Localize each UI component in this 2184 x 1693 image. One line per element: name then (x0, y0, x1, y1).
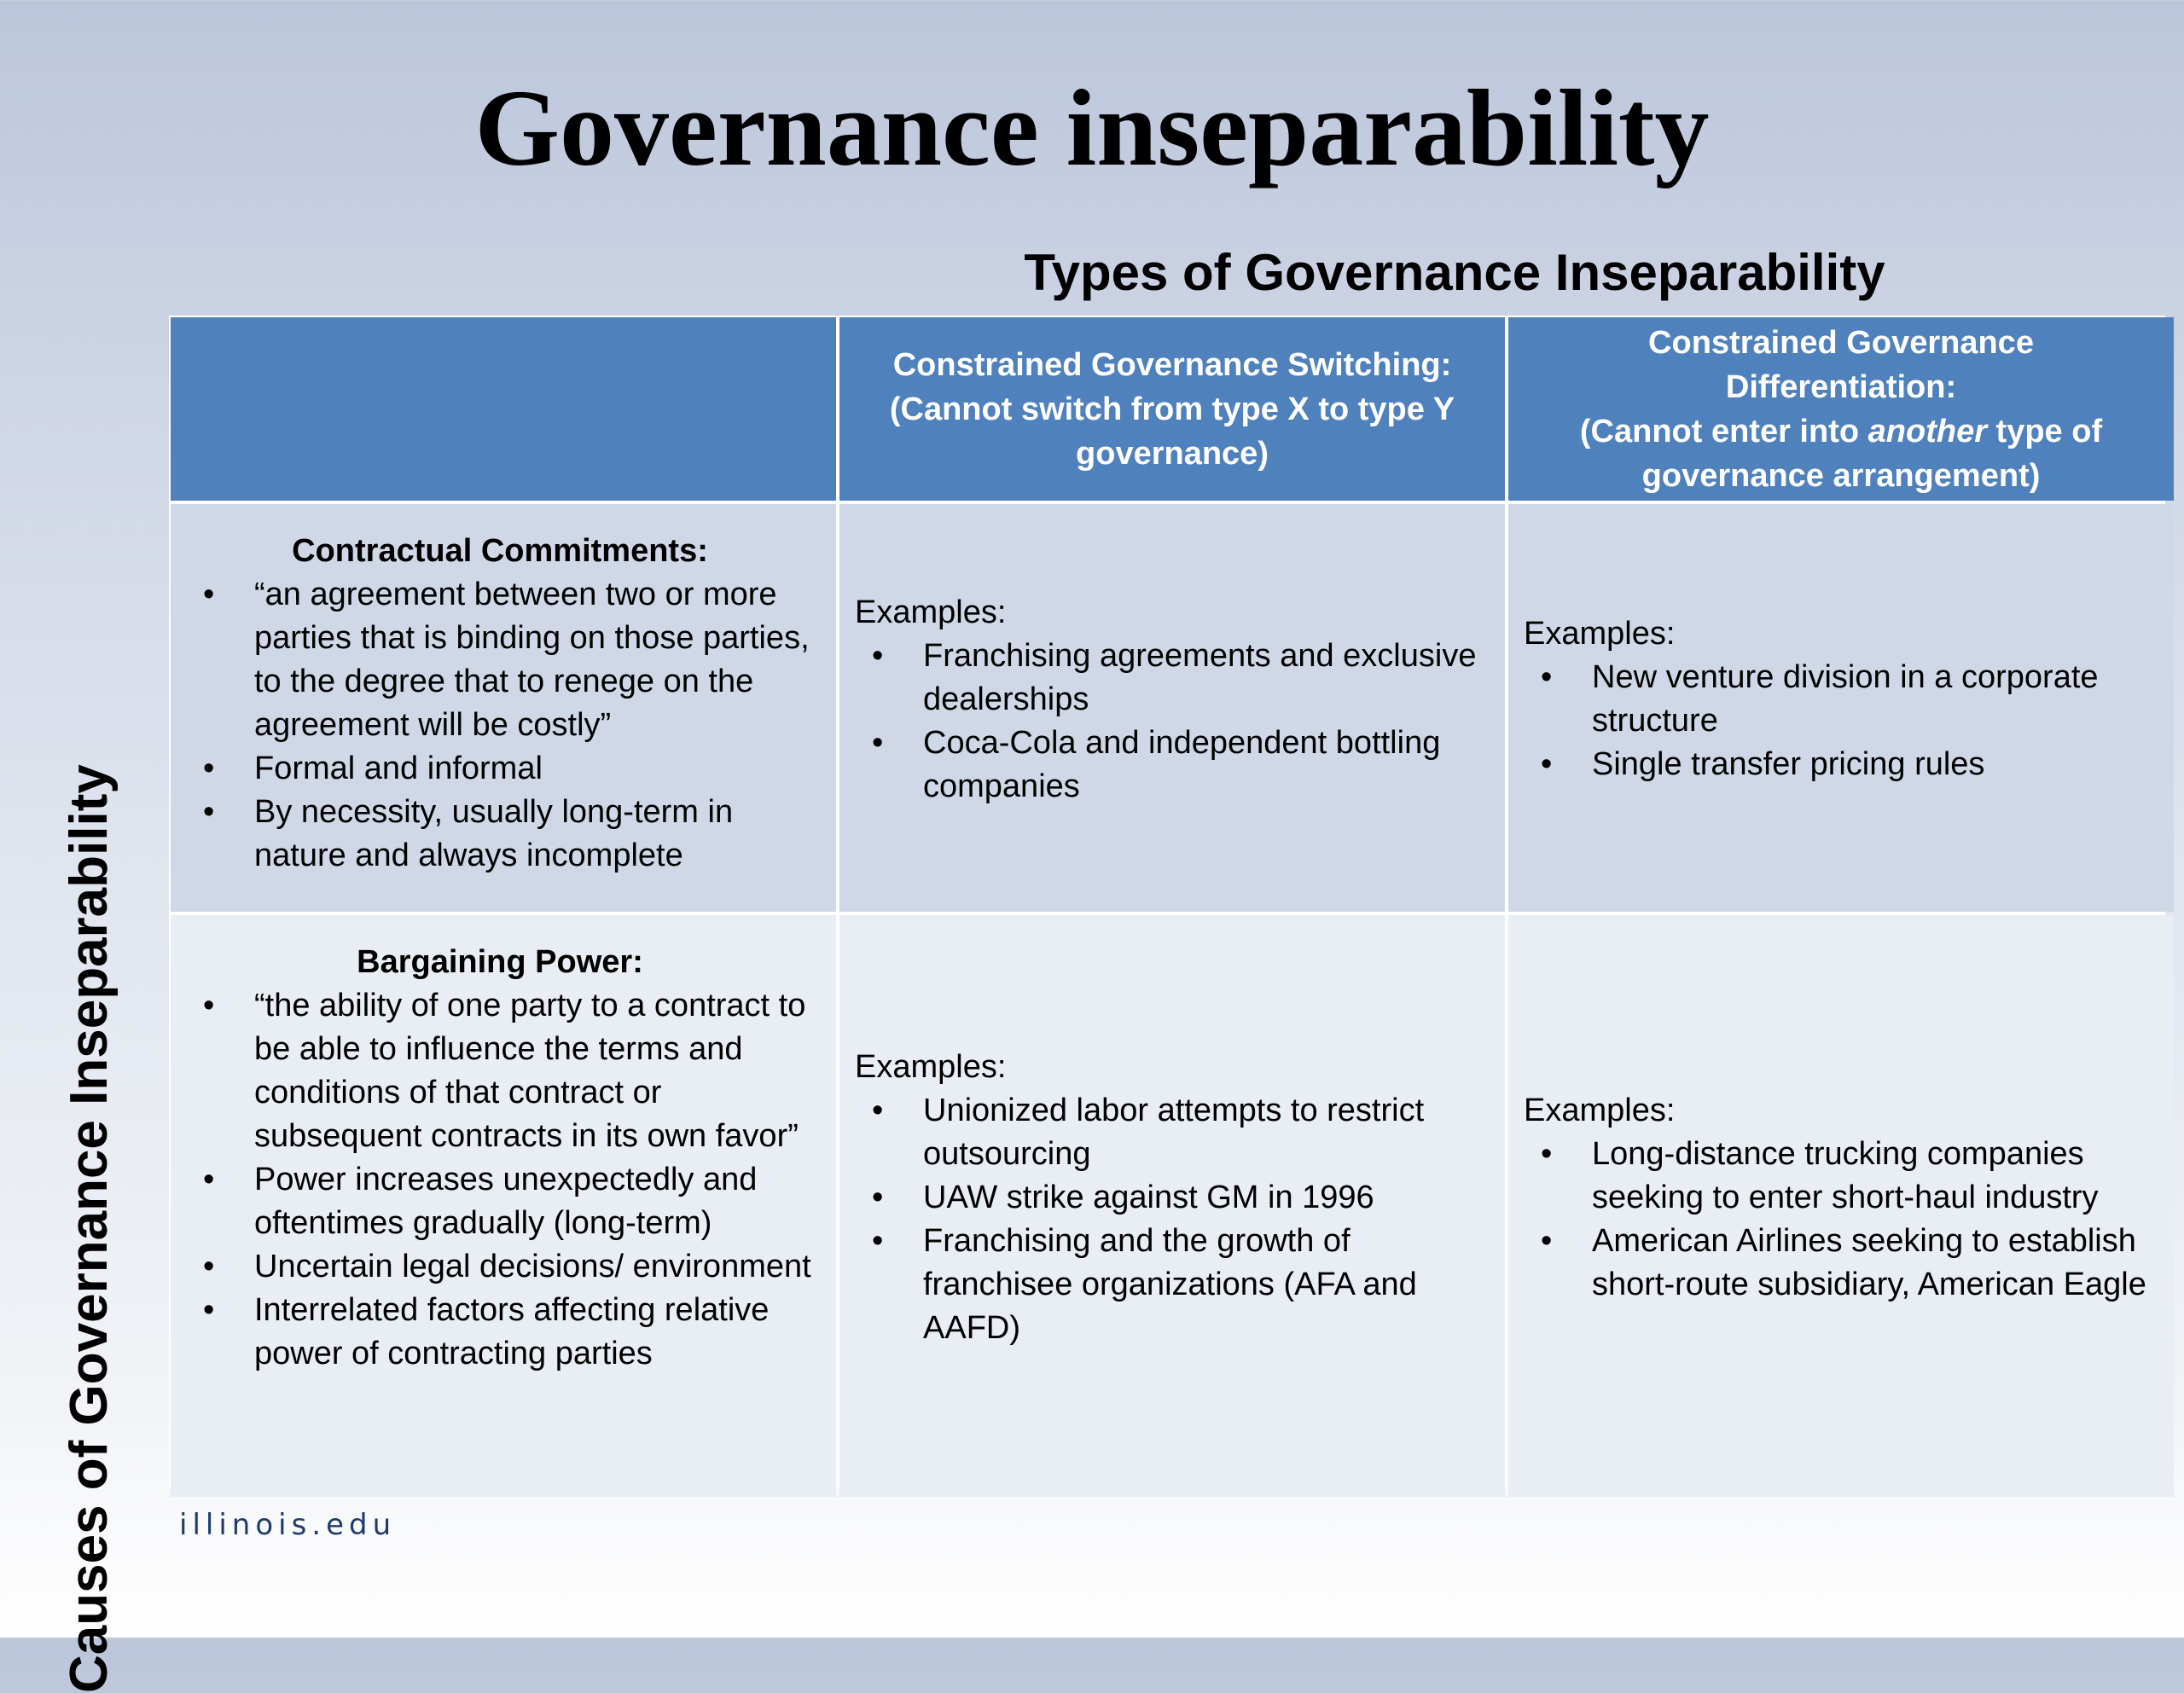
examples-list (855, 635, 1488, 809)
example-item: • UAW strike against GM in 1996 (855, 1176, 1488, 1220)
table-title: Types of Governance Inseparability (1024, 244, 1885, 301)
header-differentiation-line2-emphasis: another (1867, 413, 1987, 449)
cause-cell-bargaining (171, 915, 836, 1497)
examples-list (1524, 1133, 2157, 1307)
examples-cell-bargaining-differentiation (1508, 915, 2174, 1497)
cause-bullet: • “an agreement between two or more parties that is binding on those parties, to the degree that to renege on the agreement will be costly” (186, 573, 814, 747)
header-differentiation-line1: Constrained Governance Differentiation: (1648, 324, 2034, 405)
example-item: • Long-distance trucking companies seeking to enter short-haul industry (1524, 1133, 2157, 1220)
header-differentiation-line2-pre: (Cannot enter into (1579, 413, 1868, 449)
example-item: • Single transfer pricing rules (1524, 743, 2157, 786)
side-axis-label: Causes of Governance Inseparability (60, 764, 119, 1693)
cause-bullet-list (186, 984, 814, 1376)
examples-label: Examples: (855, 594, 1007, 630)
cause-heading: Contractual Commitments: (292, 533, 708, 569)
header-differentiation-line2-post: type of governance arrangement) (1641, 413, 2103, 494)
examples-cell-bargaining-switching (839, 915, 1505, 1497)
cause-bullet: • Formal and informal (186, 747, 814, 791)
inseparability-table (169, 316, 2165, 1488)
slide-title: Governance inseparability (474, 67, 1710, 188)
example-item: • Coca-Cola and independent bottling companies (855, 722, 1488, 809)
examples-list (855, 1089, 1488, 1350)
example-item: • Franchising and the growth of franchisee organizations (AFA and AAFD) (855, 1220, 1488, 1350)
header-switching-line2: (Cannot switch from type X to type Y governance) (889, 391, 1455, 472)
cause-bullet: • “the ability of one party to a contract to be able to influence the terms and conditions of that contract or subsequent contracts in its own favor” (186, 984, 814, 1158)
examples-cell-contractual-differentiation (1508, 504, 2174, 912)
example-item: • Unionized labor attempts to restrict outsourcing (855, 1089, 1488, 1176)
example-item: • New venture division in a corporate structure (1524, 656, 2157, 743)
header-differentiation-cell (1508, 317, 2174, 501)
example-item: • Franchising agreements and exclusive dealerships (855, 635, 1488, 722)
examples-cell-contractual-switching (839, 504, 1505, 912)
cause-bullet: • Power increases unexpectedly and oftentimes gradually (long-term) (186, 1158, 814, 1245)
cause-heading: Bargaining Power: (357, 944, 643, 980)
examples-label: Examples: (1524, 616, 1676, 652)
example-item: • American Airlines seeking to establish short-route subsidiary, American Eagle (1524, 1220, 2157, 1307)
illinois-logo-text: illinois.edu (179, 1508, 397, 1542)
cause-bullet: • Interrelated factors affecting relative power of contracting parties (186, 1289, 814, 1376)
cause-cell-contractual (171, 504, 836, 912)
examples-label: Examples: (855, 1048, 1007, 1085)
cause-bullet: • By necessity, usually long-term in nature and always incomplete (186, 791, 814, 878)
header-switching-line1: Constrained Governance Switching: (892, 346, 1452, 383)
header-empty-cell (171, 317, 836, 501)
cause-bullet: • Uncertain legal decisions/ environment (186, 1245, 814, 1289)
examples-label: Examples: (1524, 1092, 1676, 1128)
header-switching-cell (839, 317, 1505, 501)
cause-bullet-list (186, 573, 814, 878)
examples-list (1524, 656, 2157, 786)
